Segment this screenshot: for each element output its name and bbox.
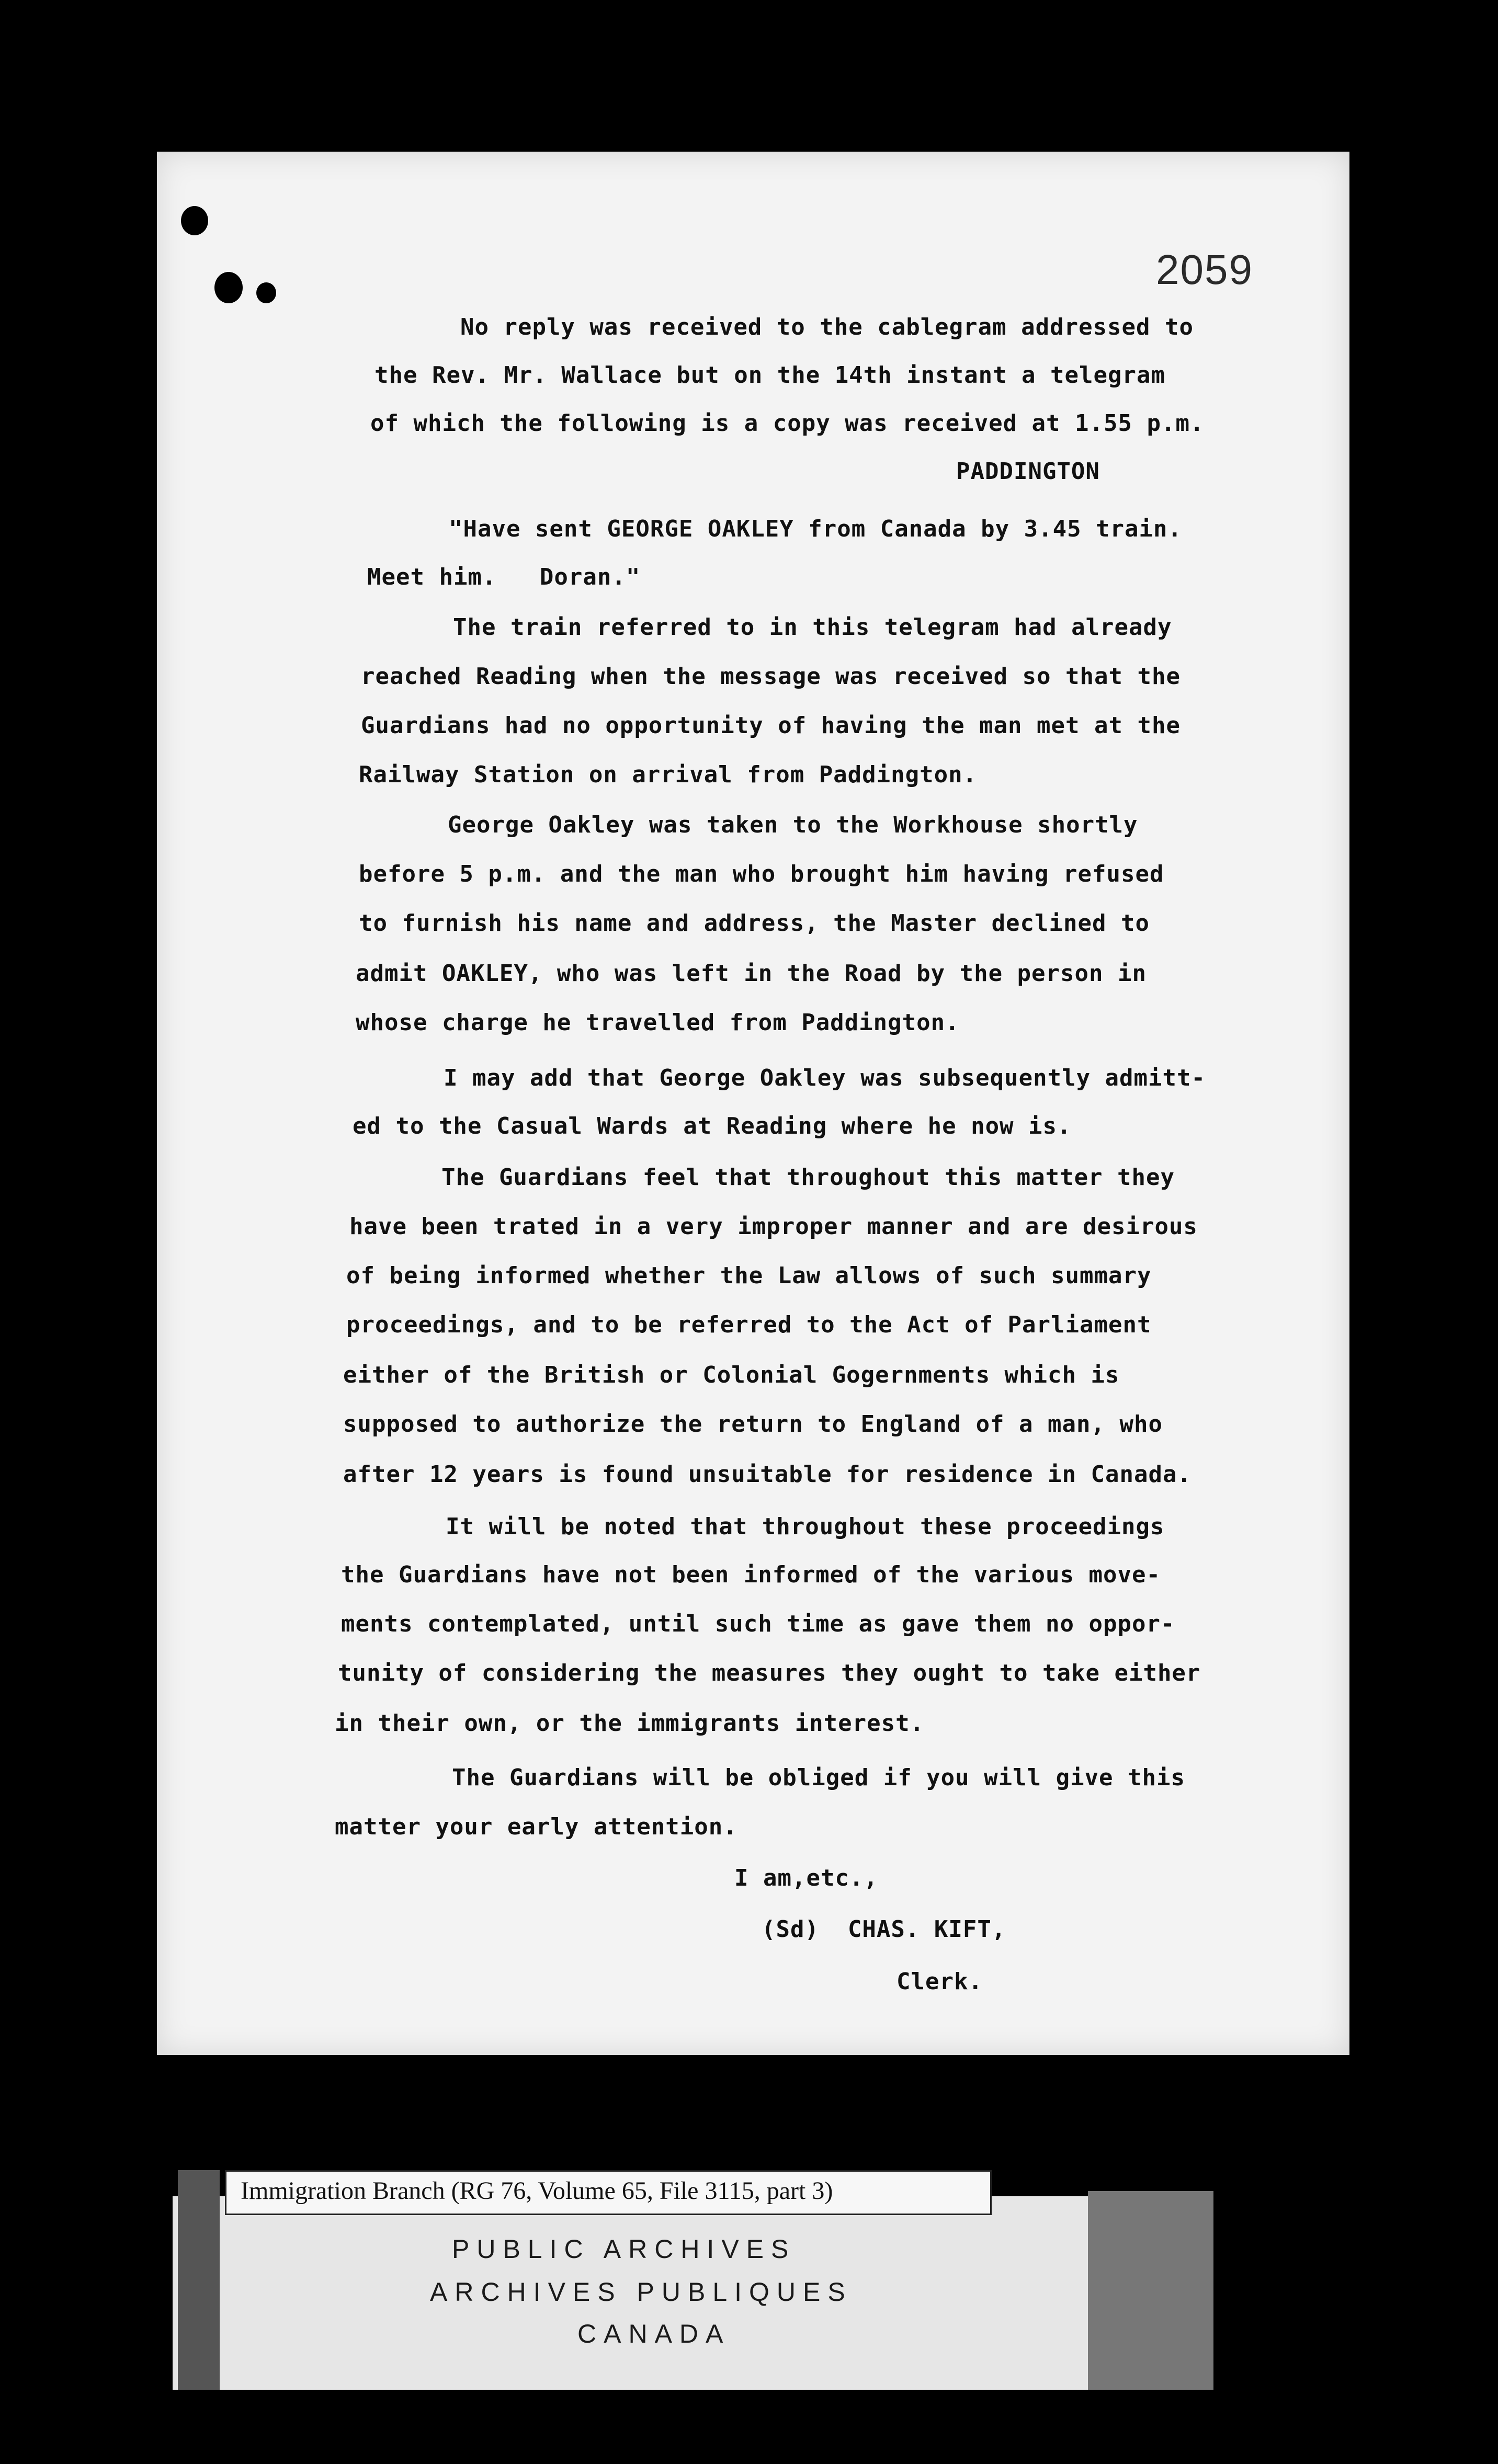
text-line: The Guardians feel that throughout this matter they bbox=[441, 1164, 1175, 1191]
text-line: proceedings, and to be referred to the Act of Parliament bbox=[346, 1311, 1152, 1338]
archive-reference-text: Immigration Branch (RG 76, Volume 65, File 3115, part 3) bbox=[241, 2177, 833, 2205]
text-line: the Rev. Mr. Wallace but on the 14th instant a telegram bbox=[374, 362, 1165, 389]
archive-stamp-line: ARCHIVES PUBLIQUES bbox=[430, 2277, 853, 2307]
text-line: No reply was received to the cablegram addressed to bbox=[460, 314, 1194, 340]
text-line: It will be noted that throughout these proceedings bbox=[446, 1513, 1165, 1540]
text-line: to furnish his name and address, the Master declined to bbox=[359, 910, 1150, 937]
punch-hole-mark bbox=[181, 206, 208, 235]
punch-hole-mark bbox=[256, 282, 276, 303]
text-line: "Have sent GEORGE OAKLEY from Canada by 3.45 train. bbox=[449, 516, 1183, 542]
text-line: admit OAKLEY, who was left in the Road by the person in bbox=[356, 960, 1147, 987]
closing-line: I am,etc., bbox=[734, 1865, 878, 1891]
signature-line: (Sd) CHAS. KIFT, bbox=[762, 1916, 1006, 1943]
text-line: The Guardians will be obliged if you will give this bbox=[452, 1764, 1186, 1791]
text-line: Meet him. Doran." bbox=[367, 564, 641, 590]
archive-stamp-edge bbox=[1088, 2191, 1213, 2390]
text-line: either of the British or Colonial Gogernments which is bbox=[343, 1362, 1120, 1388]
text-line: before 5 p.m. and the man who brought him having refused bbox=[359, 861, 1164, 887]
text-line: in their own, or the immigrants interest. bbox=[335, 1710, 925, 1737]
text-line: The train referred to in this telegram had already bbox=[453, 614, 1172, 641]
text-line: supposed to authorize the return to England of a man, who bbox=[343, 1411, 1163, 1438]
text-line: I may add that George Oakley was subsequently admitt- bbox=[444, 1065, 1206, 1091]
text-line: ed to the Casual Wards at Reading where he now is. bbox=[353, 1113, 1072, 1139]
archive-stamp-line: PUBLIC ARCHIVES bbox=[452, 2234, 796, 2264]
text-line: whose charge he travelled from Paddington. bbox=[356, 1009, 960, 1036]
text-line: ments contemplated, until such time as gave them no oppor- bbox=[341, 1611, 1175, 1637]
archive-stamp-line: CANADA bbox=[577, 2319, 731, 2348]
archive-stamp-edge bbox=[178, 2170, 220, 2390]
page-number: 2059 bbox=[1156, 246, 1253, 293]
text-line: of being informed whether the Law allows of such summary bbox=[346, 1262, 1152, 1289]
signature-title: Clerk. bbox=[896, 1968, 983, 1995]
text-line: the Guardians have not been informed of the various move- bbox=[341, 1561, 1161, 1588]
text-line: have been trated in a very improper manner and are desirous bbox=[349, 1213, 1198, 1240]
text-line: Railway Station on arrival from Paddington. bbox=[359, 761, 978, 788]
text-line: PADDINGTON bbox=[956, 458, 1100, 485]
text-line: of which the following is a copy was received at 1.55 p.m. bbox=[370, 410, 1205, 437]
text-line: matter your early attention. bbox=[335, 1813, 737, 1840]
text-line: tunity of considering the measures they ought to take either bbox=[338, 1660, 1201, 1686]
text-line: after 12 years is found unsuitable for residence in Canada. bbox=[343, 1461, 1191, 1488]
text-line: George Oakley was taken to the Workhouse shortly bbox=[448, 812, 1138, 838]
text-line: reached Reading when the message was received so that the bbox=[361, 663, 1181, 690]
text-line: Guardians had no opportunity of having the man met at the bbox=[361, 712, 1181, 739]
punch-hole-mark bbox=[214, 272, 243, 303]
